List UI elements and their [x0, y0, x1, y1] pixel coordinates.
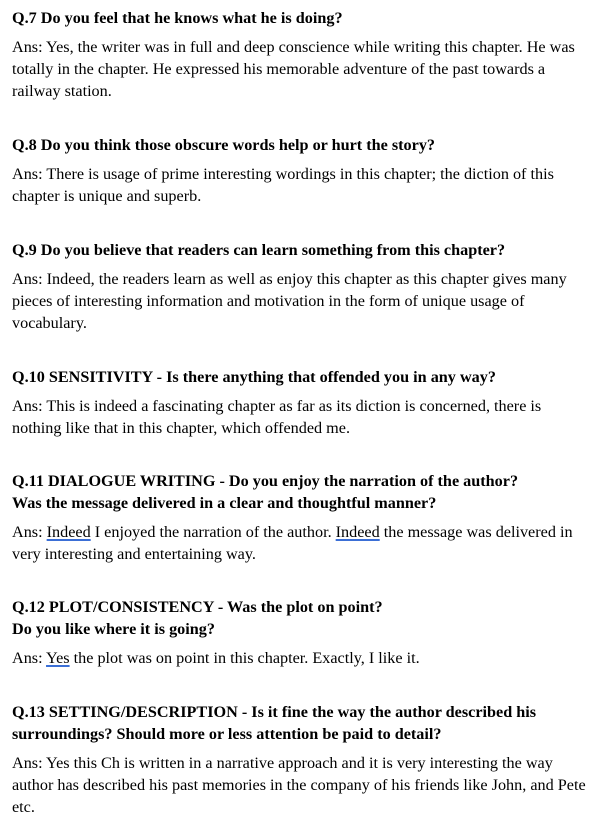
- qa-item-q10: [12, 366, 594, 439]
- question-q10: Q.10 SENSITIVITY - Is there anything that offended you in any way?: [12, 368, 496, 386]
- question-q11: [12, 470, 594, 514]
- question-q7: Q.7 Do you feel that he knows what he is doing?: [12, 9, 343, 27]
- question-q9: Q.9 Do you believe that readers can learn something from this chapter?: [12, 241, 506, 259]
- question-q12: [12, 596, 594, 640]
- answer-q8: Ans: There is usage of prime interesting wordings in this chapter; the diction of this chapter is unique and superb.: [12, 165, 554, 205]
- question-q13: Q.13 SETTING/DESCRIPTION - Is it fine the way the author described his surroundings? Should more or less attention be paid to detail?: [12, 703, 537, 743]
- qa-item-q13: [12, 701, 594, 818]
- question-q12-line2: Do you like where it is going?: [12, 620, 215, 638]
- qa-item-q8: [12, 134, 594, 207]
- answer-q12: [12, 647, 594, 669]
- qa-item-q12: [12, 596, 594, 669]
- answer-q11-middle: I enjoyed the narration of the author.: [90, 523, 336, 541]
- answer-q11-underlined-word-2: Indeed: [335, 523, 380, 541]
- answer-q12-underlined-word: Yes: [46, 649, 70, 667]
- question-q11-line1: Q.11 DIALOGUE WRITING - Do you enjoy the narration of the author?: [12, 472, 519, 490]
- question-q8: Q.8 Do you think those obscure words help or hurt the story?: [12, 136, 436, 154]
- answer-q12-rest: the plot was on point in this chapter. Exactly, I like it.: [69, 649, 420, 667]
- answer-q10: Ans: This is indeed a fascinating chapter as far as its diction is concerned, there is nothing like that in this chapter, which offended me.: [12, 397, 542, 437]
- answer-q7: Ans: Yes, the writer was in full and deep conscience while writing this chapter. He was totally in the chapter. He expressed his memorable adventure of the past towards a railway station.: [12, 38, 575, 100]
- answer-q11-rest: the message was delivered in very interesting and entertaining way.: [12, 523, 573, 563]
- answer-q11-prefix: Ans:: [12, 523, 47, 541]
- qa-item-q9: [12, 239, 594, 334]
- answer-q11-underlined-word-1: Indeed: [46, 523, 91, 541]
- answer-q12-prefix: Ans:: [12, 649, 47, 667]
- question-q11-line2: Was the message delivered in a clear and thoughtful manner?: [12, 494, 437, 512]
- qa-item-q7: [12, 7, 594, 102]
- qa-item-q11: [12, 470, 594, 565]
- answer-q11: [12, 521, 594, 565]
- answer-q13: Ans: Yes this Ch is written in a narrative approach and it is very interesting the way author has described his past memories in the company of his friends like John, and Pete etc.: [12, 754, 586, 816]
- question-q12-line1: Q.12 PLOT/CONSISTENCY - Was the plot on point?: [12, 598, 383, 616]
- answer-q9: Ans: Indeed, the readers learn as well as enjoy this chapter as this chapter gives many pieces of interesting information and motivation in the form of unique usage of vocabulary.: [12, 270, 567, 332]
